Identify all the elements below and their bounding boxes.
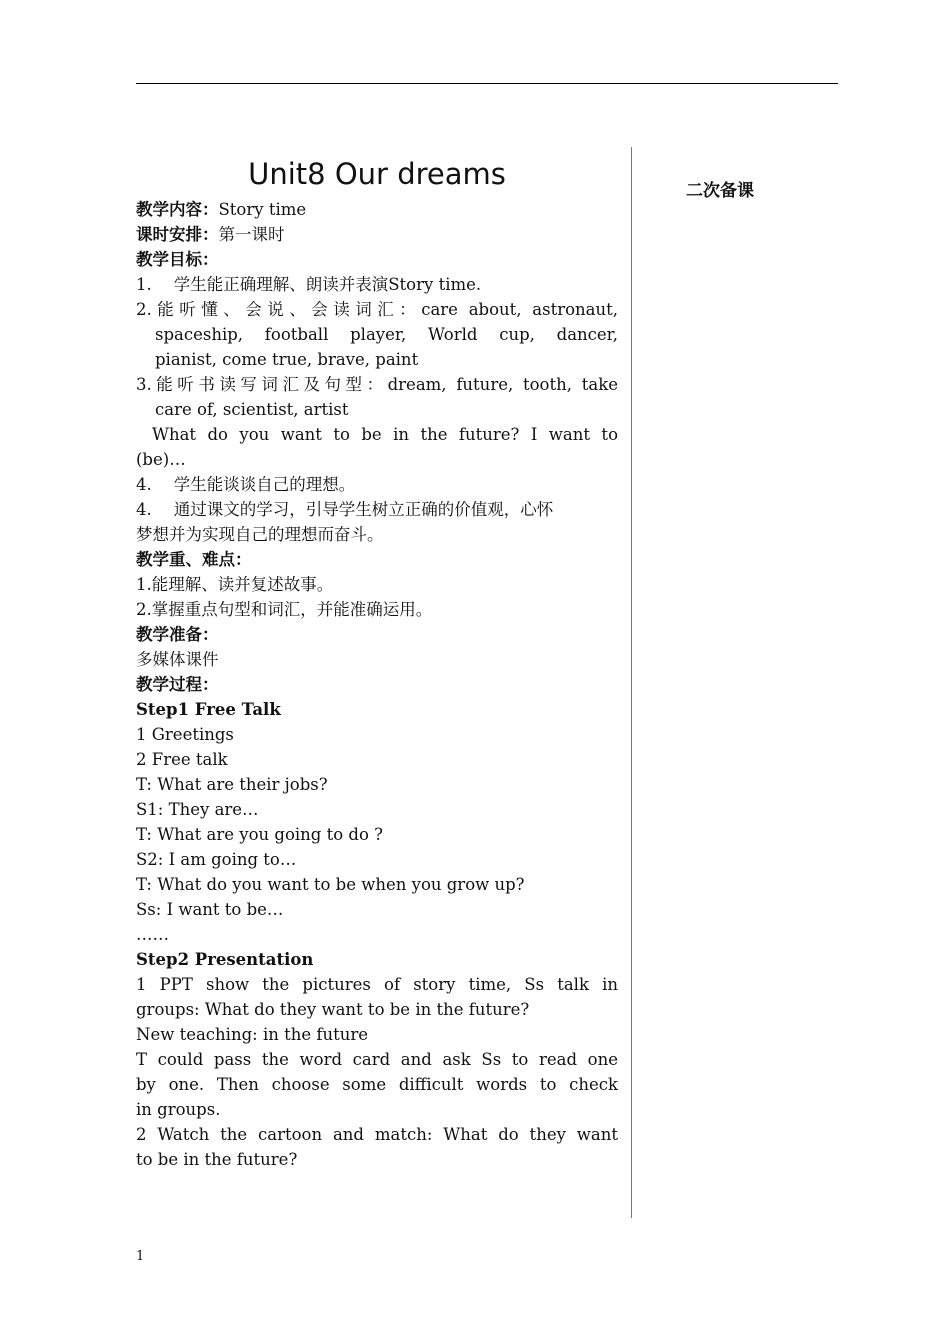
goal-2-line-2: spaceship, football player, World cup, dancer, [155,325,618,344]
goal-1-text: 学生能正确理解、朗读并表演Story time. [173,275,482,294]
goal-3-line-4: (be)… [136,450,186,469]
step1-line-8: Ss: I want to be… [136,900,284,919]
step2-line-6: in groups. [136,1100,221,1119]
step1-line-7: T: What do you want to be when you grow up? [136,875,525,894]
goal-item-1 [136,272,618,297]
difficulty-item-1: 1.能理解、读并复述故事。 [136,575,334,594]
goal-4-number: 4. [136,475,152,494]
content-value: Story time [218,200,307,219]
process-heading: 教学过程： [136,675,219,694]
header-rule [136,83,838,84]
step1-line-6: S2: I am going to… [136,850,297,869]
prep-heading: 教学准备： [136,625,219,644]
goals-heading: 教学目标： [136,250,219,269]
schedule-value: 第一课时 [218,225,285,244]
column-divider [631,147,632,1218]
content-label: 教学内容： [136,200,219,219]
goal-item-4 [136,472,618,497]
prep-value: 多媒体课件 [136,650,219,669]
goal-5-number: 4. [136,500,152,519]
difficulty-item-2: 2.掌握重点句型和词汇，并能准确运用。 [136,600,433,619]
step1-line-4: S1: They are… [136,800,259,819]
step2-line-5: by one. Then choose some difficult words to check [136,1075,618,1094]
page-title: Unit8 Our dreams [248,157,506,191]
schedule-line [136,222,618,247]
step1-line-5: T: What are you going to do ? [136,825,383,844]
goal-3-line-2: care of, scientist, artist [155,400,349,419]
schedule-label: 课时安排： [136,225,219,244]
side-column-title: 二次备课 [686,181,754,201]
lesson-plan-body [136,152,618,1172]
goal-3-line-3: What do you want to be in the future? I want to [152,425,618,444]
step1-line-2: 2 Free talk [136,750,228,769]
goal-2-line-3: pianist, come true, brave, paint [155,350,419,369]
step2-line-7: 2 Watch the cartoon and match: What do they want [136,1125,618,1144]
step2-heading: Step2 Presentation [136,950,314,969]
step1-line-1: 1 Greetings [136,725,234,744]
step2-line-3: New teaching: in the future [136,1025,368,1044]
goal-3-line-1: 3.能听书读写词汇及句型：dream, future, tooth, take [136,375,618,394]
step2-line-4: T could pass the word card and ask Ss to read one [136,1050,618,1069]
step2-line-8: to be in the future? [136,1150,298,1169]
goal-5-line-1: 通过课文的学习，引导学生树立正确的价值观，心怀 [173,500,554,519]
goal-4-text: 学生能谈谈自己的理想。 [173,475,356,494]
step1-line-9: …… [136,925,169,944]
page-number: 1 [136,1249,145,1264]
step2-line-1: 1 PPT show the pictures of story time, Ss talk in [136,975,618,994]
goal-5-line-2: 梦想并为实现自己的理想而奋斗。 [136,525,384,544]
goal-1-number: 1. [136,275,152,294]
step1-line-3: T: What are their jobs? [136,775,328,794]
goal-2-line-1: 2.能听懂、会说、会读词汇：care about, astronaut, [136,300,618,319]
difficulty-heading: 教学重、难点： [136,550,252,569]
content-line [136,197,618,222]
step1-heading: Step1 Free Talk [136,700,281,719]
step2-line-2: groups: What do they want to be in the future? [136,1000,530,1019]
goal-item-5 [136,497,618,522]
